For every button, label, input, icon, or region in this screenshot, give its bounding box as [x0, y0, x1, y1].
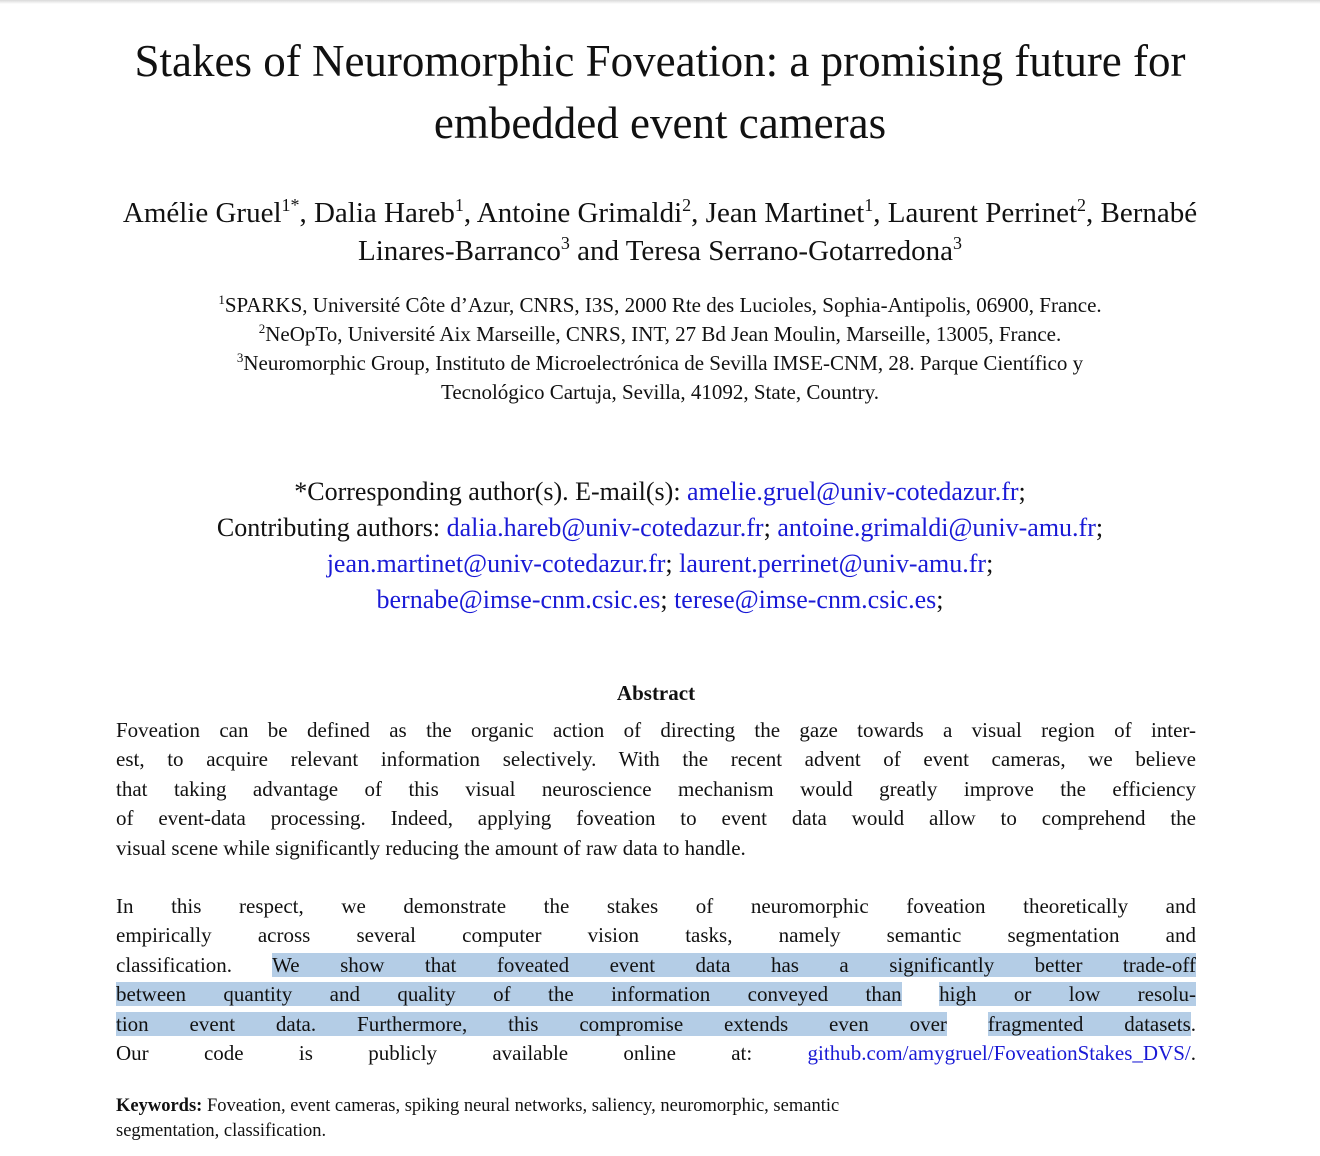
- abstract-line: that taking advantage of this visual neuroscience mechanism would greatly improve the efficiency: [116, 776, 1196, 801]
- keywords-label: Keywords:: [116, 1096, 203, 1116]
- author-affil-mark: 1: [864, 195, 874, 216]
- plain-text: .: [1190, 1011, 1197, 1036]
- title-line-1: Stakes of Neuromorphic Foveation: a promising future for: [134, 36, 1186, 86]
- author-list: [90, 194, 1230, 270]
- plain-text: .: [1190, 1040, 1196, 1065]
- github-link[interactable]: github.com/amygruel/FoveationStakes_DVS/: [807, 1040, 1191, 1065]
- corresponding-label: *Corresponding author(s). E-mail(s):: [294, 477, 688, 506]
- abstract-paragraph-2: [116, 892, 1196, 1068]
- affiliation-number: 1: [218, 292, 225, 308]
- author-affil-mark: 1*: [281, 195, 300, 216]
- contributing-label: Contributing authors:: [216, 513, 447, 542]
- abstract-line: In this respect, we demonstrate the stakes of neuromorphic foveation theoretically and: [116, 894, 1196, 918]
- contributing-line: bernabe@imse-cnm.csic.es; terese@imse-cnm.csic.es;: [376, 585, 944, 614]
- abstract-line: empirically across several computer vision tasks, namely semantic segmentation and: [116, 923, 1196, 948]
- affiliation-line: [95, 291, 1225, 320]
- author-separator: ,: [873, 197, 888, 229]
- keywords-line: segmentation, classification.: [116, 1121, 327, 1141]
- author-separator: ,: [1086, 197, 1101, 229]
- affiliation-line: [95, 320, 1225, 349]
- affiliation-number: 3: [236, 350, 244, 366]
- affiliation-text: NeOpTo, Université Aix Marseille, CNRS, INT, 27 Bd Jean Moulin, Marseille, 13005, France.: [265, 322, 1062, 346]
- abstract-line: Foveation can be defined as the organic action of directing the gaze towards a visual region of inter-: [116, 718, 1196, 742]
- contributing-line: Contributing authors: dalia.hareb@univ-cotedazur.fr; antoine.grimaldi@univ-amu.fr;: [216, 513, 1104, 542]
- affiliation-line: [95, 378, 1225, 407]
- affiliation-text: Neuromorphic Group, Instituto de Microelectrónica de Sevilla IMSE-CNM, 28. Parque Científico y: [243, 351, 1084, 375]
- author-affil-mark: 1: [454, 195, 464, 216]
- abstract-line: [116, 1039, 1196, 1068]
- abstract-line: of event-data processing. Indeed, applying foveation to event data would allow to comprehend the: [116, 806, 1196, 831]
- abstract-heading: Abstract: [616, 681, 696, 705]
- abstract-line: est, to acquire relevant information selectively. With the recent advent of event cameras, we believe: [116, 747, 1196, 772]
- corresponding-line: *Corresponding author(s). E-mail(s): amelie.gruel@univ-cotedazur.fr;: [294, 477, 1026, 506]
- corresponding-authors: [60, 474, 1260, 618]
- abstract-line: [116, 951, 1196, 980]
- email-link[interactable]: dalia.hareb@univ-cotedazur.fr: [446, 513, 764, 542]
- contributing-line: jean.martinet@univ-cotedazur.fr; laurent.perrinet@univ-amu.fr;: [326, 549, 994, 578]
- author-affil-mark: 2: [1077, 195, 1086, 216]
- affiliations: [95, 291, 1225, 407]
- highlighted-text[interactable]: high or low resolu-: [939, 982, 1197, 1007]
- author-affil-mark: 3: [560, 233, 570, 254]
- author-name: Laurent Perrinet: [887, 197, 1078, 229]
- author-affil-mark: 3: [953, 233, 962, 254]
- abstract-line: visual scene while significantly reducing the amount of raw data to handle.: [116, 835, 746, 860]
- email-link[interactable]: antoine.grimaldi@univ-amu.fr: [777, 513, 1096, 542]
- author-separator: ,: [299, 197, 314, 229]
- abstract-line: [116, 980, 1196, 1009]
- author-separator: and: [569, 235, 626, 267]
- keywords: [116, 1094, 1116, 1144]
- abstract-line: [116, 1010, 1196, 1039]
- author-name: Amélie Gruel: [122, 197, 282, 229]
- author-affil-mark: 2: [682, 195, 692, 216]
- plain-text: Our code is publicly available online at:: [116, 1040, 808, 1065]
- email-link[interactable]: amelie.gruel@univ-cotedazur.fr: [687, 477, 1019, 506]
- email-link[interactable]: bernabe@imse-cnm.csic.es: [376, 585, 661, 614]
- highlighted-text[interactable]: fragmented datasets: [987, 1011, 1191, 1036]
- author-name: Bernabé Linares-Barranco: [358, 197, 1198, 267]
- keywords-text: Foveation, event cameras, spiking neural networks, saliency, neuromorphic, semantic: [202, 1096, 840, 1116]
- paper-title: [60, 30, 1260, 154]
- abstract-paragraph-1: [116, 716, 1196, 863]
- highlighted-text[interactable]: tion event data. Furthermore, this compromise extends even over: [116, 1011, 947, 1036]
- title-line-2: embedded event cameras: [433, 98, 887, 148]
- affiliation-number: 2: [258, 321, 266, 337]
- plain-text: classification.: [116, 952, 273, 977]
- email-link[interactable]: jean.martinet@univ-cotedazur.fr: [326, 549, 666, 578]
- author-name: Dalia Hareb: [313, 197, 455, 229]
- email-link[interactable]: terese@imse-cnm.csic.es: [674, 585, 937, 614]
- author-separator: ,: [691, 197, 706, 229]
- author-separator: ,: [463, 197, 477, 229]
- highlighted-text[interactable]: We show that foveated event data has a significantly better trade-off: [272, 952, 1196, 977]
- keywords-line: [116, 1094, 1116, 1119]
- affiliation-text: SPARKS, Université Côte d’Azur, CNRS, I3S, 2000 Rte des Lucioles, Sophia-Antipolis, 06900, France.: [224, 293, 1102, 317]
- affiliation-text: Tecnológico Cartuja, Sevilla, 41092, State, Country.: [440, 380, 880, 404]
- highlighted-text[interactable]: between quantity and quality of the information conveyed than: [116, 982, 902, 1007]
- author-name: Antoine Grimaldi: [476, 197, 683, 229]
- affiliation-line: [95, 349, 1225, 378]
- top-shadow: [0, 0, 1320, 4]
- author-name: Teresa Serrano-Gotarredona: [625, 235, 954, 267]
- email-link[interactable]: laurent.perrinet@univ-amu.fr: [679, 549, 987, 578]
- author-name: Jean Martinet: [705, 197, 865, 229]
